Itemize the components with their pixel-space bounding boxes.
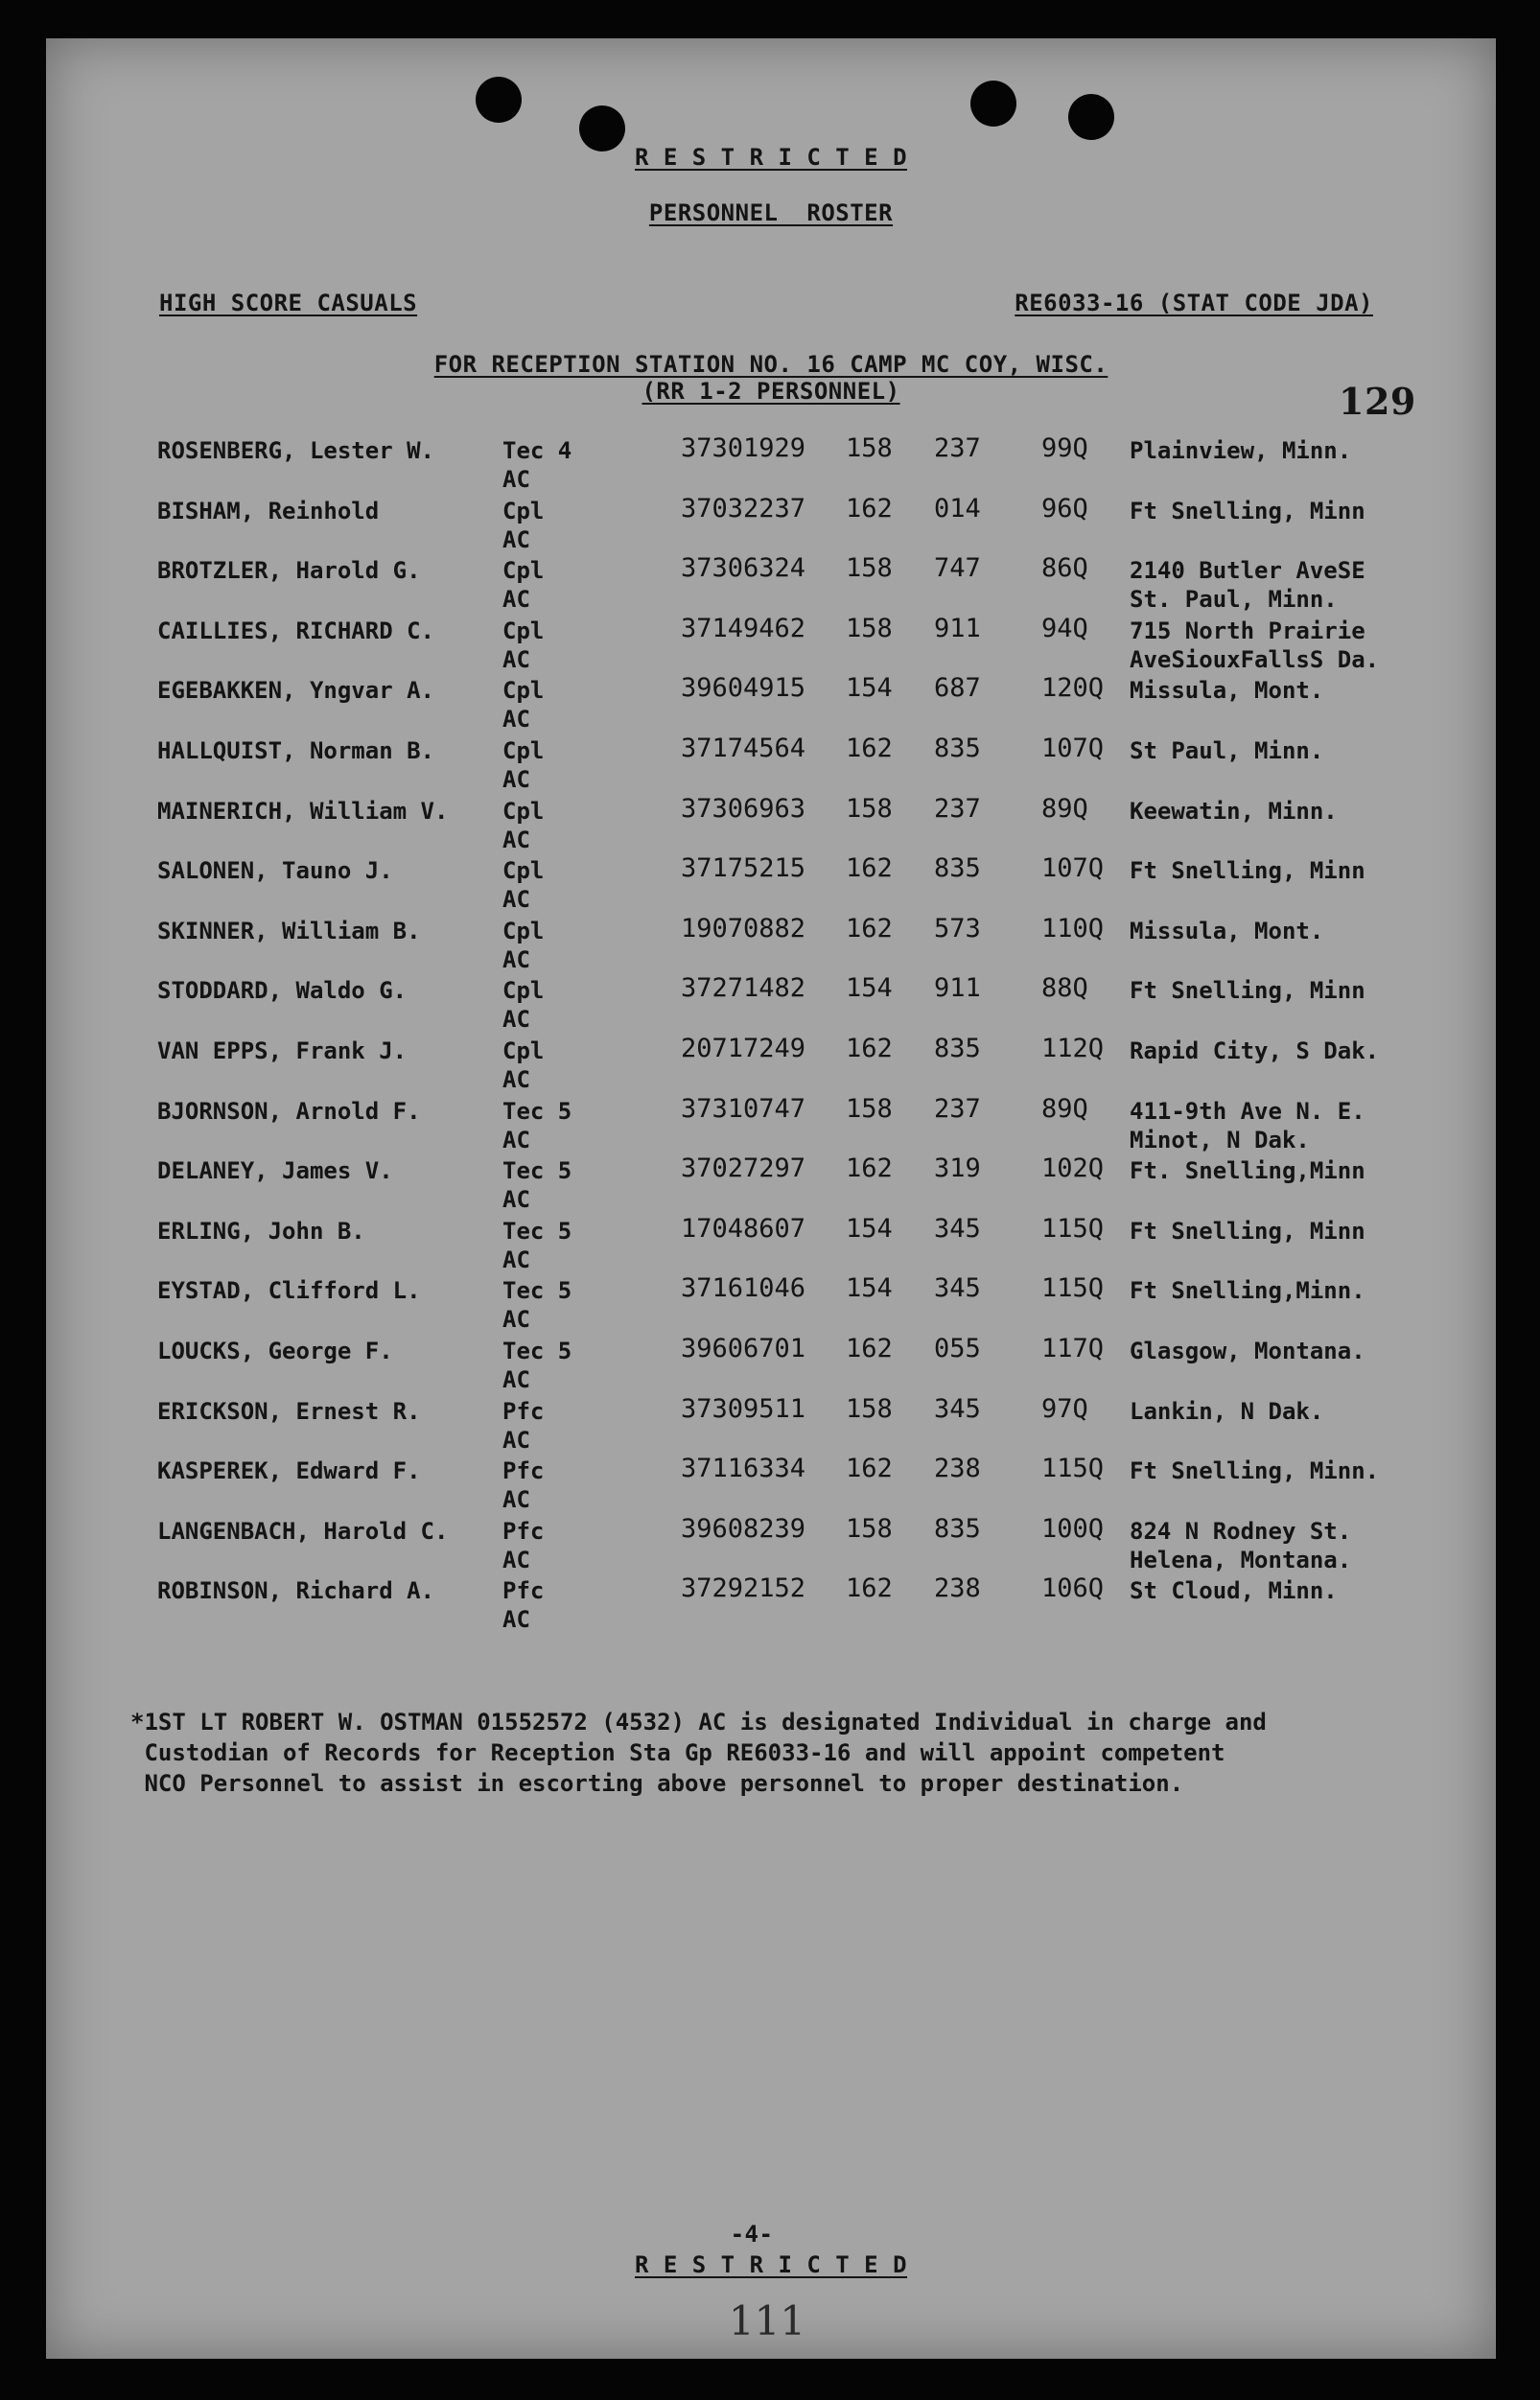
- table-row: [46, 673, 1496, 736]
- table-row: [46, 973, 1496, 1037]
- cell-name: ERLING, John B.: [157, 1217, 365, 1245]
- cell-branch: AC: [502, 1246, 530, 1273]
- cell-address1: 715 North Prairie: [1130, 617, 1365, 644]
- cell-branch: AC: [502, 766, 530, 793]
- cell-serial: 19070882: [681, 913, 806, 944]
- punch-hole: [579, 105, 625, 151]
- cell-grade: Cpl: [502, 737, 545, 764]
- cell-score: 99Q: [1041, 433, 1088, 463]
- cell-serial: 37310747: [681, 1093, 806, 1124]
- cell-score: 115Q: [1041, 1273, 1105, 1304]
- cell-score: 107Q: [1041, 734, 1105, 763]
- cell-score: 112Q: [1041, 1034, 1105, 1063]
- cell-serial: 37309511: [681, 1393, 806, 1424]
- cell-address1: St Cloud, Minn.: [1130, 1577, 1338, 1605]
- table-row: [46, 1334, 1496, 1397]
- table-row: [46, 1573, 1496, 1637]
- cell-name: DELANEY, James V.: [157, 1157, 393, 1185]
- cell-c1: 158: [846, 1393, 893, 1424]
- table-row: [46, 793, 1496, 857]
- cell-grade: Cpl: [502, 977, 545, 1005]
- cell-grade: Tec 5: [502, 1338, 572, 1364]
- cell-name: ERICKSON, Ernest R.: [157, 1397, 421, 1425]
- cell-grade: Cpl: [502, 857, 545, 885]
- cell-branch: AC: [502, 1186, 530, 1214]
- cell-address1: Ft Snelling, Minn: [1130, 1217, 1365, 1245]
- cell-address2: Helena, Montana.: [1130, 1546, 1352, 1573]
- cell-grade: Pfc: [502, 1517, 545, 1545]
- cell-score: 102Q: [1041, 1153, 1105, 1184]
- cell-c2: 055: [934, 1334, 981, 1363]
- cell-address1: Ft Snelling, Minn: [1130, 857, 1365, 885]
- cell-score: 120Q: [1041, 673, 1105, 704]
- cell-grade: Cpl: [502, 797, 545, 825]
- cell-address1: Rapid City, S Dak.: [1130, 1037, 1380, 1064]
- cell-serial: 37306324: [681, 553, 806, 584]
- cell-branch: AC: [502, 1126, 530, 1153]
- cell-address1: Glasgow, Montana.: [1130, 1338, 1365, 1364]
- table-row: [46, 913, 1496, 977]
- cell-c2: 747: [934, 553, 981, 584]
- cell-grade: Tec 5: [502, 1097, 572, 1125]
- table-row: [46, 553, 1496, 617]
- table-row: [46, 493, 1496, 557]
- cell-address1: Plainview, Minn.: [1130, 437, 1352, 464]
- cell-branch: AC: [502, 1066, 530, 1093]
- cell-address1: Lankin, N Dak.: [1130, 1397, 1324, 1425]
- cell-branch: AC: [502, 525, 530, 553]
- cell-c1: 162: [846, 493, 893, 524]
- cell-branch: AC: [502, 706, 530, 734]
- cell-grade: Tec 5: [502, 1157, 572, 1185]
- cell-branch: AC: [502, 586, 530, 614]
- cell-grade: Pfc: [502, 1397, 545, 1425]
- cell-name: SKINNER, William B.: [157, 917, 421, 944]
- cell-name: STODDARD, Waldo G.: [157, 977, 408, 1005]
- cell-c1: 154: [846, 1273, 893, 1304]
- cell-name: BISHAM, Reinhold: [157, 497, 380, 524]
- cell-address2: St. Paul, Minn.: [1130, 586, 1338, 614]
- cell-name: ROBINSON, Richard A.: [157, 1577, 434, 1605]
- cell-c1: 162: [846, 734, 893, 763]
- cell-c1: 154: [846, 1213, 893, 1244]
- cell-address1: Keewatin, Minn.: [1130, 797, 1338, 825]
- punch-hole: [476, 77, 522, 123]
- cell-name: MAINERICH, William V.: [157, 797, 449, 825]
- cell-serial: 37116334: [681, 1454, 806, 1484]
- cell-c1: 162: [846, 1334, 893, 1363]
- cell-c1: 162: [846, 1454, 893, 1484]
- cell-address1: Ft. Snelling,Minn: [1130, 1157, 1365, 1185]
- cell-branch: AC: [502, 645, 530, 673]
- cell-c1: 158: [846, 433, 893, 463]
- cell-score: 97Q: [1041, 1393, 1088, 1424]
- cell-score: 115Q: [1041, 1213, 1105, 1244]
- cell-address1: Ft Snelling, Minn: [1130, 497, 1365, 524]
- cell-grade: Tec 5: [502, 1217, 572, 1245]
- cell-serial: 37301929: [681, 433, 806, 463]
- classification-top: R E S T R I C T E D: [634, 144, 908, 171]
- cell-serial: 17048607: [681, 1213, 806, 1244]
- cell-grade: Cpl: [502, 557, 545, 585]
- cell-serial: 20717249: [681, 1034, 806, 1063]
- cell-grade: Cpl: [502, 677, 545, 705]
- cell-address2: AveSiouxFallsS Da.: [1130, 645, 1380, 673]
- punch-hole: [970, 81, 1016, 127]
- cell-c2: 835: [934, 1513, 981, 1544]
- cell-c1: 158: [846, 553, 893, 584]
- cell-c2: 238: [934, 1573, 981, 1604]
- cell-name: BJORNSON, Arnold F.: [157, 1097, 421, 1125]
- table-row: [46, 734, 1496, 797]
- cell-score: 96Q: [1041, 493, 1088, 524]
- cell-grade: Cpl: [502, 617, 545, 644]
- page-number: 129: [1339, 380, 1416, 423]
- cell-name: VAN EPPS, Frank J.: [157, 1037, 408, 1064]
- sheet-number: -4-: [730, 2221, 774, 2248]
- cell-name: BROTZLER, Harold G.: [157, 557, 421, 585]
- cell-c2: 237: [934, 433, 981, 463]
- table-row: [46, 1153, 1496, 1217]
- cell-c1: 162: [846, 1153, 893, 1184]
- cell-c1: 162: [846, 1034, 893, 1063]
- cell-c2: 835: [934, 734, 981, 763]
- cell-c2: 014: [934, 493, 981, 524]
- cell-grade: Tec 4: [502, 437, 572, 464]
- cell-grade: Cpl: [502, 917, 545, 944]
- cell-serial: 37292152: [681, 1573, 806, 1604]
- cell-name: KASPEREK, Edward F.: [157, 1457, 421, 1485]
- cell-serial: 37161046: [681, 1273, 806, 1304]
- cell-grade: Pfc: [502, 1457, 545, 1485]
- right-heading: RE6033-16 (STAT CODE JDA): [1015, 290, 1373, 316]
- cell-branch: AC: [502, 466, 530, 493]
- cell-serial: 39608239: [681, 1513, 806, 1544]
- cell-address1: 824 N Rodney St.: [1130, 1517, 1352, 1545]
- station-line: FOR RECEPTION STATION NO. 16 CAMP MC COY, WISC.: [433, 351, 1108, 378]
- cell-serial: 37149462: [681, 613, 806, 643]
- cell-c1: 158: [846, 613, 893, 643]
- cell-branch: AC: [502, 1546, 530, 1573]
- cell-score: 115Q: [1041, 1454, 1105, 1484]
- cell-serial: 37027297: [681, 1153, 806, 1184]
- cell-score: 94Q: [1041, 613, 1088, 643]
- cell-c2: 911: [934, 973, 981, 1004]
- cell-score: 88Q: [1041, 973, 1088, 1004]
- classification-bottom: R E S T R I C T E D: [634, 2251, 908, 2278]
- table-row: [46, 1513, 1496, 1577]
- cell-branch: AC: [502, 1486, 530, 1514]
- cell-serial: 39606701: [681, 1334, 806, 1363]
- cell-name: LOUCKS, George F.: [157, 1338, 393, 1364]
- cell-score: 100Q: [1041, 1513, 1105, 1544]
- cell-score: 89Q: [1041, 1093, 1088, 1124]
- cell-name: LANGENBACH, Harold C.: [157, 1517, 449, 1545]
- cell-c1: 154: [846, 973, 893, 1004]
- cell-address1: Ft Snelling, Minn.: [1130, 1457, 1380, 1485]
- cell-serial: 37032237: [681, 493, 806, 524]
- cell-grade: Cpl: [502, 497, 545, 524]
- cell-c1: 162: [846, 853, 893, 884]
- cell-c2: 835: [934, 853, 981, 884]
- cell-branch: AC: [502, 1426, 530, 1454]
- table-row: [46, 1273, 1496, 1337]
- cell-branch: AC: [502, 1606, 530, 1634]
- cell-address2: Minot, N Dak.: [1130, 1126, 1310, 1153]
- cell-score: 117Q: [1041, 1334, 1105, 1363]
- cell-c2: 911: [934, 613, 981, 643]
- cell-c1: 158: [846, 1513, 893, 1544]
- punch-hole: [1068, 94, 1114, 140]
- cell-serial: 37174564: [681, 734, 806, 763]
- sub-line: (RR 1-2 PERSONNEL): [642, 378, 900, 405]
- page-title: PERSONNEL ROSTER: [648, 199, 894, 226]
- table-row: [46, 613, 1496, 677]
- table-row: [46, 1034, 1496, 1097]
- cell-address1: Ft Snelling,Minn.: [1130, 1277, 1365, 1305]
- cell-c2: 237: [934, 793, 981, 824]
- table-row: [46, 1213, 1496, 1277]
- cell-address1: St Paul, Minn.: [1130, 737, 1324, 764]
- table-row: [46, 1393, 1496, 1457]
- cell-name: EGEBAKKEN, Yngvar A.: [157, 677, 434, 705]
- cell-c2: 237: [934, 1093, 981, 1124]
- cell-address1: Missula, Mont.: [1130, 917, 1324, 944]
- cell-c2: 345: [934, 1213, 981, 1244]
- cell-c1: 158: [846, 1093, 893, 1124]
- cell-score: 89Q: [1041, 793, 1088, 824]
- cell-c2: 573: [934, 913, 981, 944]
- cell-name: SALONEN, Tauno J.: [157, 857, 393, 885]
- cell-c1: 154: [846, 673, 893, 704]
- cell-score: 86Q: [1041, 553, 1088, 584]
- table-row: [46, 433, 1496, 497]
- cell-c2: 687: [934, 673, 981, 704]
- cell-c2: 345: [934, 1273, 981, 1304]
- cell-branch: AC: [502, 1366, 530, 1393]
- cell-branch: AC: [502, 886, 530, 914]
- document-page: [46, 38, 1496, 2359]
- table-row: [46, 1093, 1496, 1157]
- left-heading: HIGH SCORE CASUALS: [159, 290, 418, 316]
- cell-name: EYSTAD, Clifford L.: [157, 1277, 421, 1305]
- cell-name: CAILLIES, RICHARD C.: [157, 617, 434, 644]
- cell-score: 106Q: [1041, 1573, 1105, 1604]
- cell-score: 110Q: [1041, 913, 1105, 944]
- cell-branch: AC: [502, 826, 530, 853]
- cell-serial: 37175215: [681, 853, 806, 884]
- cell-serial: 37306963: [681, 793, 806, 824]
- cell-branch: AC: [502, 1306, 530, 1334]
- cell-c2: 319: [934, 1153, 981, 1184]
- cell-address1: Missula, Mont.: [1130, 677, 1324, 705]
- cell-address1: 411-9th Ave N. E.: [1130, 1097, 1365, 1125]
- cell-serial: 37271482: [681, 973, 806, 1004]
- cell-grade: Pfc: [502, 1577, 545, 1605]
- cell-branch: AC: [502, 945, 530, 973]
- footnote: *1ST LT ROBERT W. OSTMAN 01552572 (4532) AC is designated Individual in charge and Custodian of Records for Reception Sta Gp RE6033-16 and will appoint competent NCO Personnel to assist in escorting above personnel to proper destination.: [130, 1709, 1267, 1797]
- cell-c2: 835: [934, 1034, 981, 1063]
- cell-c1: 162: [846, 1573, 893, 1604]
- cell-address1: Ft Snelling, Minn: [1130, 977, 1365, 1005]
- cell-address1: 2140 Butler AveSE: [1130, 557, 1365, 585]
- cell-c1: 162: [846, 913, 893, 944]
- cell-name: HALLQUIST, Norman B.: [157, 737, 434, 764]
- cell-branch: AC: [502, 1006, 530, 1034]
- cell-grade: Tec 5: [502, 1277, 572, 1305]
- cell-c1: 158: [846, 793, 893, 824]
- table-row: [46, 853, 1496, 917]
- cell-score: 107Q: [1041, 853, 1105, 884]
- table-row: [46, 1454, 1496, 1517]
- cell-c2: 238: [934, 1454, 981, 1484]
- handwritten-mark: 111: [728, 2297, 806, 2344]
- cell-c2: 345: [934, 1393, 981, 1424]
- cell-name: ROSENBERG, Lester W.: [157, 437, 434, 464]
- cell-serial: 39604915: [681, 673, 806, 704]
- cell-grade: Cpl: [502, 1037, 545, 1064]
